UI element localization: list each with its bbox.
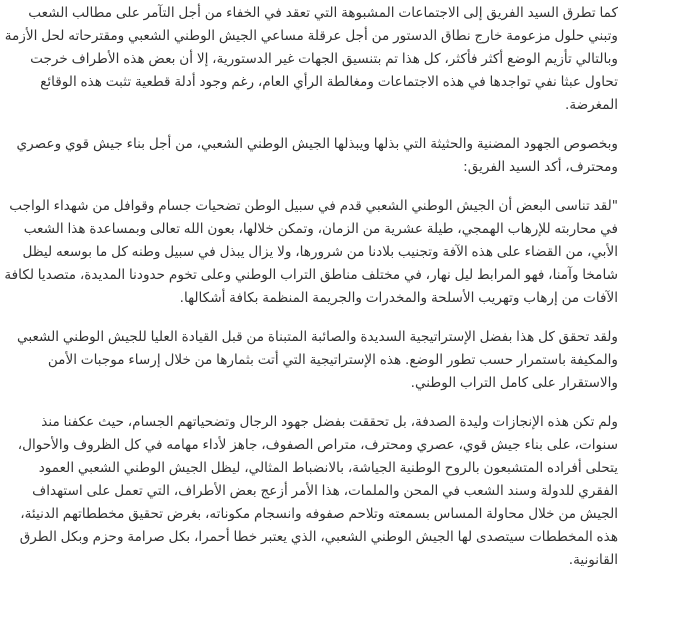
article-paragraph: ولقد تحقق كل هذا بفضل الإستراتيجية السديدة والصائبة المتبناة من قبل القيادة العليا للجيش الوطني الشعبي والمكيفة باستمرار حسب تطور الوضع. هذه الإستراتيجية التي أتت بثمارها من خلال إرساء موجبات الأمن والاستقرار على كامل التراب الوطني. bbox=[17, 329, 618, 391]
right-margin bbox=[618, 0, 675, 629]
article-paragraph: ولم تكن هذه الإنجازات وليدة الصدفة، بل تحققت بفضل جهود الرجال وتضحياتهم الجسام، حيث عكفنا منذ سنوات، على بناء جيش قوي، عصري ومحترف، متراص الصفوف، جاهز لأداء مهامه في كل الظروف والأحوال، يتحلى أفراده المتشبعون بالروح الوطنية الجياشة، بالانضباط المثالي، ليظل الجيش الوطني الشعبي العمود الفقري للدولة وسند الشعب في المحن والملمات، هذا الأمر أزعج بعض الأطراف، التي تعمل على استهداف الجيش من خلال محاولة المساس بسمعته وتلاحم صفوفه وانسجام مكوناته، بغرض تحقيق مخططاتهم الدنيئة، هذه المخططات سيتصدى لها الجيش الوطني الشعبي، الذي يعتبر خطا أحمرا، بكل صرامة وحزم وبكل الطرق القانونية. bbox=[17, 414, 618, 568]
article-paragraph: وبخصوص الجهود المضنية والحثيثة التي بذلها ويبذلها الجيش الوطني الشعبي، من أجل بناء جيش قوي وعصري ومحترف، أكد السيد الفريق: bbox=[16, 136, 618, 175]
article-paragraph: كما تطرق السيد الفريق إلى الاجتماعات المشبوهة التي تعقد في الخفاء من أجل التآمر على مطالب الشعب وتبني حلول مزعومة خارج نطاق الدستور من أجل عرقلة مساعي الجيش الوطني الشعبي ومقترحاته لحل الأزمة وبالتالي تأزيم الوضع أكثر فأكثر، كل هذا تم بتنسيق الجهات غير الدستورية، إلا أن بعض هذه الأطراف خرجت تحاول عبثا نفي تواجدها في هذه الاجتماعات ومغالطة الرأي العام، رغم وجود أدلة قطعية تثبت هذه الوقائع المغرضة. bbox=[4, 5, 618, 113]
article-paragraph: "لقد تناسى البعض أن الجيش الوطني الشعبي قدم في سبيل الوطن تضحيات جسام وقوافل من شهداء الواجب في محاربته للإرهاب الهمجي، طيلة عشرية من الزمان، وتمكن خلالها، بعون الله تعالى وبمساعدة هذا الشعب الأبي، من القضاء على هذه الآفة وتجنيب بلادنا من شرورها، ولا يزال يبذل في سبيل وطنه كل ما بوسعه ليظل شامخا وآمنا، فهو المرابط ليل نهار، في مختلف مناطق التراب الوطني وعلى تخوم حدودنا المديدة، متصديا لكافة الآفات من إرهاب وتهريب الأسلحة والمخدرات والجريمة المنظمة بكافة أشكالها. bbox=[4, 198, 618, 306]
